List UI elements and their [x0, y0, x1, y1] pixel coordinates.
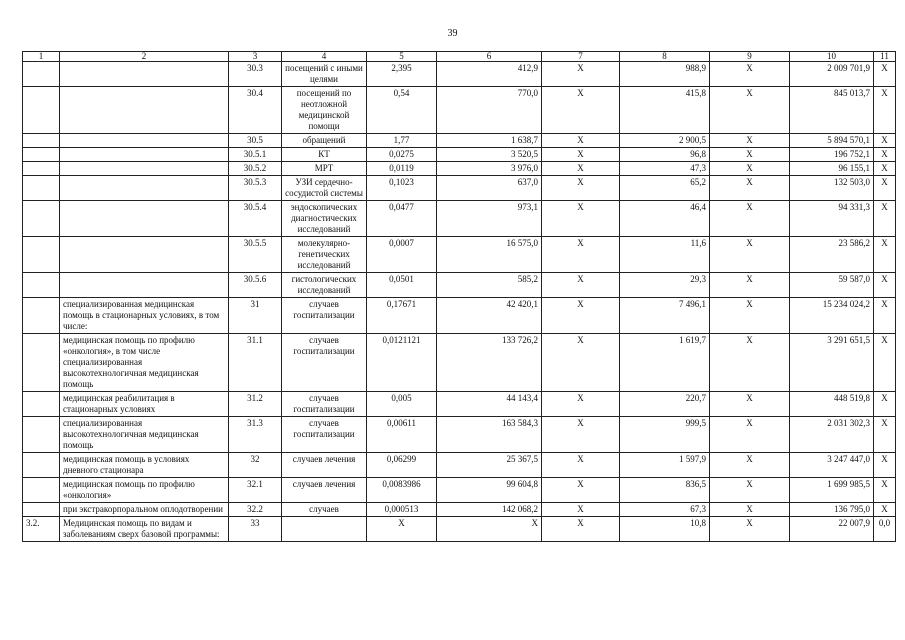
col9-cell: X [710, 162, 790, 176]
description-cell: при экстракорпоральном оплодотворении [60, 503, 229, 517]
volume-cell: 2,395 [367, 62, 437, 87]
table-row [23, 298, 896, 334]
col11-cell: X [874, 87, 896, 134]
unit-cell: случаев госпитализации [282, 334, 367, 392]
cost-cell: 44 143,4 [437, 392, 542, 417]
section-cell [23, 334, 60, 392]
row-code-cell: 30.5.4 [229, 201, 282, 237]
volume-cell: 0,00611 [367, 417, 437, 453]
col11-cell: X [874, 273, 896, 298]
col11-cell: X [874, 162, 896, 176]
col7-cell: X [542, 148, 620, 162]
row-code-cell: 30.5.2 [229, 162, 282, 176]
col9-cell: X [710, 517, 790, 542]
section-cell [23, 148, 60, 162]
volume-cell: 0,06299 [367, 453, 437, 478]
description-cell [60, 201, 229, 237]
col7-cell: X [542, 517, 620, 542]
row-code-cell: 30.5.6 [229, 273, 282, 298]
total-cell: 448 519,8 [790, 392, 874, 417]
col11-cell: X [874, 478, 896, 503]
col9-cell: X [710, 273, 790, 298]
header-row [23, 52, 896, 62]
col7-cell: X [542, 334, 620, 392]
unit-cell: МРТ [282, 162, 367, 176]
row-code-cell: 30.5.3 [229, 176, 282, 201]
section-cell [23, 176, 60, 201]
col11-cell: 0,0 [874, 517, 896, 542]
col9-cell: X [710, 148, 790, 162]
volume-cell: 0,0083986 [367, 478, 437, 503]
total-cell: 136 795,0 [790, 503, 874, 517]
row-code-cell: 30.5 [229, 134, 282, 148]
per-capita-cell: 11,6 [620, 237, 710, 273]
total-cell: 23 586,2 [790, 237, 874, 273]
total-cell: 132 503,0 [790, 176, 874, 201]
total-cell: 96 155,1 [790, 162, 874, 176]
header-cell: 7 [542, 52, 620, 62]
total-cell: 22 007,9 [790, 517, 874, 542]
col11-cell: X [874, 148, 896, 162]
description-cell: специализированная высокотехнологичная медицинская помощь [60, 417, 229, 453]
table-row [23, 162, 896, 176]
cost-cell: 142 068,2 [437, 503, 542, 517]
section-cell [23, 453, 60, 478]
unit-cell: КТ [282, 148, 367, 162]
table-row [23, 201, 896, 237]
col9-cell: X [710, 134, 790, 148]
total-cell: 15 234 024,2 [790, 298, 874, 334]
total-cell: 5 894 570,1 [790, 134, 874, 148]
table-row [23, 334, 896, 392]
col11-cell: X [874, 453, 896, 478]
col9-cell: X [710, 298, 790, 334]
header-cell: 4 [282, 52, 367, 62]
col9-cell: X [710, 334, 790, 392]
per-capita-cell: 415,8 [620, 87, 710, 134]
table-row [23, 453, 896, 478]
row-code-cell: 32.1 [229, 478, 282, 503]
section-cell [23, 273, 60, 298]
col9-cell: X [710, 503, 790, 517]
section-cell [23, 62, 60, 87]
table-row [23, 273, 896, 298]
section-cell [23, 478, 60, 503]
col9-cell: X [710, 417, 790, 453]
volume-cell: 0,17671 [367, 298, 437, 334]
per-capita-cell: 999,5 [620, 417, 710, 453]
volume-cell: 0,0007 [367, 237, 437, 273]
col7-cell: X [542, 237, 620, 273]
per-capita-cell: 220,7 [620, 392, 710, 417]
section-cell [23, 298, 60, 334]
section-cell [23, 237, 60, 273]
unit-cell: обращений [282, 134, 367, 148]
table-row [23, 176, 896, 201]
description-cell [60, 273, 229, 298]
section-cell [23, 134, 60, 148]
per-capita-cell: 96,8 [620, 148, 710, 162]
unit-cell [282, 517, 367, 542]
row-code-cell: 31.1 [229, 334, 282, 392]
col7-cell: X [542, 176, 620, 201]
cost-cell: X [437, 517, 542, 542]
cost-cell: 637,0 [437, 176, 542, 201]
col11-cell: X [874, 417, 896, 453]
col7-cell: X [542, 478, 620, 503]
header-cell: 2 [60, 52, 229, 62]
data-table [22, 51, 896, 542]
col7-cell: X [542, 417, 620, 453]
table-body [23, 52, 896, 542]
row-code-cell: 31 [229, 298, 282, 334]
per-capita-cell: 1 619,7 [620, 334, 710, 392]
col11-cell: X [874, 201, 896, 237]
cost-cell: 770,0 [437, 87, 542, 134]
row-code-cell: 31.3 [229, 417, 282, 453]
col9-cell: X [710, 478, 790, 503]
per-capita-cell: 836,5 [620, 478, 710, 503]
total-cell: 2 009 701,9 [790, 62, 874, 87]
volume-cell: 0,0119 [367, 162, 437, 176]
col9-cell: X [710, 453, 790, 478]
description-cell: специализированная медицинская помощь в стационарных условиях, в том числе: [60, 298, 229, 334]
cost-cell: 3 520,5 [437, 148, 542, 162]
description-cell: медицинская реабилитация в стационарных условиях [60, 392, 229, 417]
row-code-cell: 31.2 [229, 392, 282, 417]
row-code-cell: 30.4 [229, 87, 282, 134]
cost-cell: 973,1 [437, 201, 542, 237]
col9-cell: X [710, 201, 790, 237]
per-capita-cell: 7 496,1 [620, 298, 710, 334]
cost-cell: 25 367,5 [437, 453, 542, 478]
volume-cell: X [367, 517, 437, 542]
cost-cell: 99 604,8 [437, 478, 542, 503]
per-capita-cell: 2 900,5 [620, 134, 710, 148]
col11-cell: X [874, 298, 896, 334]
col7-cell: X [542, 392, 620, 417]
col7-cell: X [542, 453, 620, 478]
row-code-cell: 33 [229, 517, 282, 542]
row-code-cell: 30.5.1 [229, 148, 282, 162]
row-code-cell: 30.3 [229, 62, 282, 87]
header-cell: 6 [437, 52, 542, 62]
col7-cell: X [542, 162, 620, 176]
volume-cell: 0,54 [367, 87, 437, 134]
col9-cell: X [710, 87, 790, 134]
unit-cell: случаев госпитализации [282, 298, 367, 334]
table-row [23, 134, 896, 148]
description-cell [60, 62, 229, 87]
section-cell [23, 201, 60, 237]
description-cell: медицинская помощь в условиях дневного стационара [60, 453, 229, 478]
col11-cell: X [874, 334, 896, 392]
col7-cell: X [542, 273, 620, 298]
total-cell: 3 291 651,5 [790, 334, 874, 392]
cost-cell: 133 726,2 [437, 334, 542, 392]
section-cell [23, 392, 60, 417]
volume-cell: 1,77 [367, 134, 437, 148]
total-cell: 196 752,1 [790, 148, 874, 162]
per-capita-cell: 65,2 [620, 176, 710, 201]
total-cell: 59 587,0 [790, 273, 874, 298]
header-cell: 1 [23, 52, 60, 62]
col11-cell: X [874, 392, 896, 417]
unit-cell: посещений по неотложной медицинской помощи [282, 87, 367, 134]
unit-cell: случаев [282, 503, 367, 517]
cost-cell: 42 420,1 [437, 298, 542, 334]
description-cell [60, 148, 229, 162]
volume-cell: 0,0477 [367, 201, 437, 237]
description-cell [60, 134, 229, 148]
table-row [23, 517, 896, 542]
col9-cell: X [710, 237, 790, 273]
description-cell: Медицинская помощь по видам и заболеваниям сверх базовой программы: [60, 517, 229, 542]
table-row [23, 62, 896, 87]
table-row [23, 237, 896, 273]
description-cell [60, 237, 229, 273]
volume-cell: 0,0275 [367, 148, 437, 162]
volume-cell: 0,0121121 [367, 334, 437, 392]
header-cell: 9 [710, 52, 790, 62]
col11-cell: X [874, 62, 896, 87]
page-number: 39 [447, 28, 458, 39]
total-cell: 1 699 985,5 [790, 478, 874, 503]
unit-cell: гистологических исследований [282, 273, 367, 298]
section-cell [23, 87, 60, 134]
section-cell [23, 417, 60, 453]
cost-cell: 16 575,0 [437, 237, 542, 273]
header-cell: 3 [229, 52, 282, 62]
description-cell: медицинская помощь по профилю «онкология», в том числе специализированная высокотехнологичная медицинская помощь [60, 334, 229, 392]
section-cell [23, 162, 60, 176]
per-capita-cell: 67,3 [620, 503, 710, 517]
total-cell: 3 247 447,0 [790, 453, 874, 478]
unit-cell: случаев лечения [282, 453, 367, 478]
col9-cell: X [710, 176, 790, 201]
col11-cell: X [874, 134, 896, 148]
col7-cell: X [542, 201, 620, 237]
cost-cell: 412,9 [437, 62, 542, 87]
section-cell [23, 503, 60, 517]
header-cell: 10 [790, 52, 874, 62]
header-cell: 11 [874, 52, 896, 62]
col11-cell: X [874, 176, 896, 201]
unit-cell: случаев лечения [282, 478, 367, 503]
col7-cell: X [542, 134, 620, 148]
volume-cell: 0,1023 [367, 176, 437, 201]
row-code-cell: 32.2 [229, 503, 282, 517]
table-row [23, 148, 896, 162]
col11-cell: X [874, 237, 896, 273]
total-cell: 94 331,3 [790, 201, 874, 237]
col9-cell: X [710, 62, 790, 87]
table-row [23, 478, 896, 503]
per-capita-cell: 10,8 [620, 517, 710, 542]
per-capita-cell: 29,3 [620, 273, 710, 298]
row-code-cell: 32 [229, 453, 282, 478]
col11-cell: X [874, 503, 896, 517]
per-capita-cell: 47,3 [620, 162, 710, 176]
col9-cell: X [710, 392, 790, 417]
per-capita-cell: 1 597,9 [620, 453, 710, 478]
row-code-cell: 30.5.5 [229, 237, 282, 273]
header-cell: 5 [367, 52, 437, 62]
unit-cell: случаев госпитализации [282, 417, 367, 453]
table-row [23, 417, 896, 453]
unit-cell: эндоскопических диагностических исследований [282, 201, 367, 237]
col7-cell: X [542, 87, 620, 134]
total-cell: 845 013,7 [790, 87, 874, 134]
volume-cell: 0,005 [367, 392, 437, 417]
col7-cell: X [542, 298, 620, 334]
cost-cell: 163 584,3 [437, 417, 542, 453]
cost-cell: 585,2 [437, 273, 542, 298]
cost-cell: 1 638,7 [437, 134, 542, 148]
section-cell: 3.2. [23, 517, 60, 542]
header-cell: 8 [620, 52, 710, 62]
table-row [23, 392, 896, 417]
table-row [23, 87, 896, 134]
description-cell [60, 87, 229, 134]
description-cell: медицинская помощь по профилю «онкология» [60, 478, 229, 503]
volume-cell: 0,0501 [367, 273, 437, 298]
per-capita-cell: 988,9 [620, 62, 710, 87]
total-cell: 2 031 302,3 [790, 417, 874, 453]
table-row [23, 503, 896, 517]
unit-cell: молекулярно-генетических исследований [282, 237, 367, 273]
unit-cell: УЗИ сердечно-сосудистой системы [282, 176, 367, 201]
cost-cell: 3 976,0 [437, 162, 542, 176]
per-capita-cell: 46,4 [620, 201, 710, 237]
description-cell [60, 176, 229, 201]
unit-cell: случаев госпитализации [282, 392, 367, 417]
description-cell [60, 162, 229, 176]
col7-cell: X [542, 62, 620, 87]
volume-cell: 0,000513 [367, 503, 437, 517]
unit-cell: посещений с иными целями [282, 62, 367, 87]
col7-cell: X [542, 503, 620, 517]
